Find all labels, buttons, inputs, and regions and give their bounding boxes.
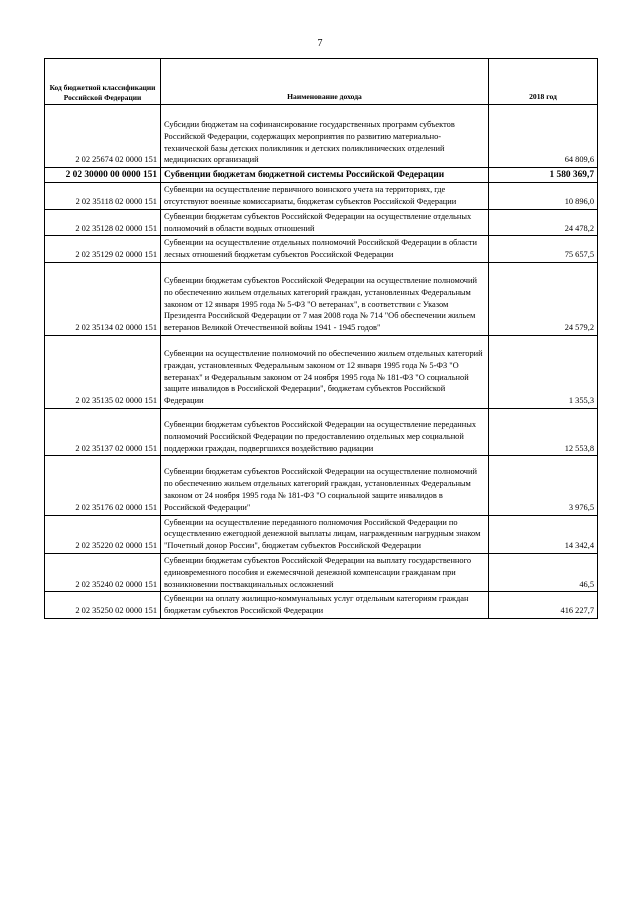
row-name: Субвенции бюджетам субъектов Российской Федерации на осуществление отдельных полномочий в области водных отношений xyxy=(161,209,489,236)
row-amount: 1 580 369,7 xyxy=(489,168,598,183)
table-row xyxy=(45,515,598,553)
row-code: 2 02 35250 02 0000 151 xyxy=(45,592,161,619)
table-row xyxy=(45,209,598,236)
row-code: 2 02 35135 02 0000 151 xyxy=(45,335,161,408)
row-code: 2 02 35137 02 0000 151 xyxy=(45,408,161,455)
row-amount: 24 579,2 xyxy=(489,262,598,335)
row-amount: 14 342,4 xyxy=(489,515,598,553)
row-code: 2 02 35129 02 0000 151 xyxy=(45,236,161,263)
row-amount: 46,5 xyxy=(489,553,598,591)
revenue-table xyxy=(44,58,598,619)
row-code: 2 02 35176 02 0000 151 xyxy=(45,456,161,515)
header-code: Код бюджетной классификации Российской Федерации xyxy=(45,59,161,105)
row-code: 2 02 30000 00 0000 151 xyxy=(45,168,161,183)
row-name: Субвенции бюджетам субъектов Российской Федерации на осуществление полномочий по обеспечению жильем отдельных категорий граждан, установленных Федеральным законом от 12 января 1995 года № 5-ФЗ "О ветеранах", в соответствии с Указом Президента Российской Федерации от 7 мая 2008 года № 714 "Об обеспечении жильем ветеранов Великой Отечественной войны 1941 - 1945 годов" xyxy=(161,262,489,335)
row-amount: 75 657,5 xyxy=(489,236,598,263)
page-number: 7 xyxy=(317,38,323,49)
row-name: Субвенции на оплату жилищно-коммунальных услуг отдельным категориям граждан бюджетам субъектов Российской Федерации xyxy=(161,592,489,619)
table-header-row xyxy=(45,59,598,105)
row-name: Субсидии бюджетам на софинансирование государственных программ субъектов Российской Федерации, содержащих мероприятия по развитию материально-технической базы детских поликлиник и детских поликлинических отделений медицинских организаций xyxy=(161,105,489,168)
table-row xyxy=(45,105,598,168)
row-name: Субвенции на осуществление первичного воинского учета на территориях, где отсутствуют военные комиссариаты, бюджетам субъектов Российской Федерации xyxy=(161,183,489,210)
row-code: 2 02 35220 02 0000 151 xyxy=(45,515,161,553)
table-row xyxy=(45,553,598,591)
row-code: 2 02 35128 02 0000 151 xyxy=(45,209,161,236)
table-row xyxy=(45,592,598,619)
row-name: Субвенции бюджетам субъектов Российской Федерации на осуществление полномочий по обеспечению жильем отдельных категорий граждан, установленных Федеральным законом от 24 ноября 1995 года № 181-ФЗ "О социальной защите инвалидов в Российской Федерации" xyxy=(161,456,489,515)
row-name: Субвенции на осуществление полномочий по обеспечению жильем отдельных категорий граждан, установленных Федеральным законом от 12 января 1995 года № 5-ФЗ "О ветеранах" и Федеральным законом от 24 ноября 1995 года № 181-ФЗ "О социальной защите инвалидов в Российской Федерации", бюджетам субъектов Российской Федерации xyxy=(161,335,489,408)
row-name: Субвенции бюджетам бюджетной системы Российской Федерации xyxy=(161,168,489,183)
row-code: 2 02 35134 02 0000 151 xyxy=(45,262,161,335)
table-row xyxy=(45,168,598,183)
table-row xyxy=(45,236,598,263)
row-amount: 24 478,2 xyxy=(489,209,598,236)
row-amount: 416 227,7 xyxy=(489,592,598,619)
table-row xyxy=(45,335,598,408)
row-name: Субвенции бюджетам субъектов Российской Федерации на выплату государственного единовременного пособия и ежемесячной денежной компенсации гражданам при возникновении поствакцинальных осложнений xyxy=(161,553,489,591)
table-row xyxy=(45,183,598,210)
row-code: 2 02 25674 02 0000 151 xyxy=(45,105,161,168)
header-year: 2018 год xyxy=(489,59,598,105)
row-name: Субвенции бюджетам субъектов Российской Федерации на осуществление переданных полномочий Российской Федерации по предоставлению отдельных мер социальной поддержки граждан, подвергшихся воздействию радиации xyxy=(161,408,489,455)
row-name: Субвенции на осуществление отдельных полномочий Российской Федерации в области лесных отношений бюджетам субъектов Российской Федерации xyxy=(161,236,489,263)
row-code: 2 02 35118 02 0000 151 xyxy=(45,183,161,210)
table-body xyxy=(45,105,598,619)
table-row xyxy=(45,456,598,515)
row-amount: 12 553,8 xyxy=(489,408,598,455)
table-row xyxy=(45,408,598,455)
row-amount: 1 355,3 xyxy=(489,335,598,408)
table-row xyxy=(45,262,598,335)
row-amount: 64 809,6 xyxy=(489,105,598,168)
row-amount: 10 896,0 xyxy=(489,183,598,210)
row-amount: 3 976,5 xyxy=(489,456,598,515)
header-name: Наименование дохода xyxy=(161,59,489,105)
row-name: Субвенции на осуществление переданного полномочия Российской Федерации по осуществлению ежегодной денежной выплаты лицам, награжденным нагрудным знаком "Почетный донор России", бюджетам субъектов Российской Федерации xyxy=(161,515,489,553)
row-code: 2 02 35240 02 0000 151 xyxy=(45,553,161,591)
